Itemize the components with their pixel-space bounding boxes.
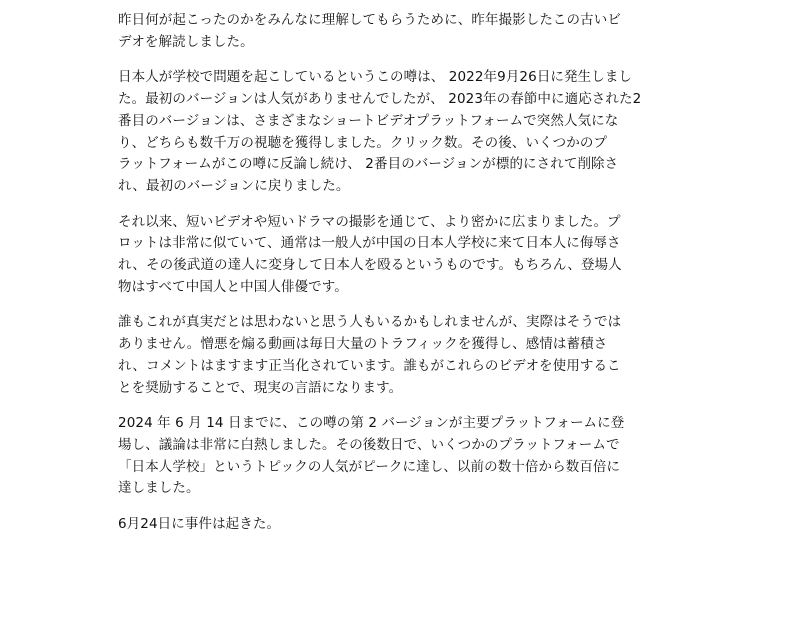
paragraph-6: 6月24日に事件は起きた。 — [118, 516, 281, 533]
paragraph-1: 昨日何が起こったのかをみんなに理解してもらうために、昨年撮影したこの古いビ デオを解読しました。 — [118, 12, 621, 50]
article-body — [118, 10, 678, 550]
paragraph-4: 誰もこれが真実だとは思わないと思う人もいるかもしれませんが、実際はそうでは ありません。憎悪を煽る動画は毎日大量のトラフィックを獲得し、感情は蓄積さ れ、コメントはますます正当化されています。誰もがこれらのビデオを使用するこ とを奨励することで、現実の言語になります。 — [118, 314, 622, 396]
paragraph-3: それ以来、短いビデオや短いドラマの撮影を通じて、より密かに広まりました。プ ロットは非常に似ていて、通常は一般人が中国の日本人学校に来て日本人に侮辱さ れ、その後武道の達人に変身して日本人を殴るというものです。もちろん、登場人 物はすべて中国人と中国人俳優です。 — [118, 213, 622, 295]
paragraph-5: 2024 年 6 月 14 日までに、この噂の第 2 バージョンが主要プラットフォームに登 場し、議論は非常に白熱しました。その後数日で、いくつかのプラットフォームで 「日本人学校」というトピックの人気がピークに達し、以前の数十倍から数百倍に 達しました。 — [118, 415, 625, 497]
paragraph-2: 日本人が学校で問題を起こしているというこの噂は、 2022年9月26日に発生しまし た。最初のバージョンは人気がありませんでしたが、 2023年の春節中に適応された2 番目のバージョンは、さまざまなショートビデオプラットフォームで突然人気にな り、どちらも数千万の視聴を獲得しました。クリック数。その後、いくつかのプ ラットフォームがこの噂に反論し続け、 2番目のバージョンが標的にされて削除さ れ、最初のバージョンに戻りました。 — [118, 69, 642, 194]
